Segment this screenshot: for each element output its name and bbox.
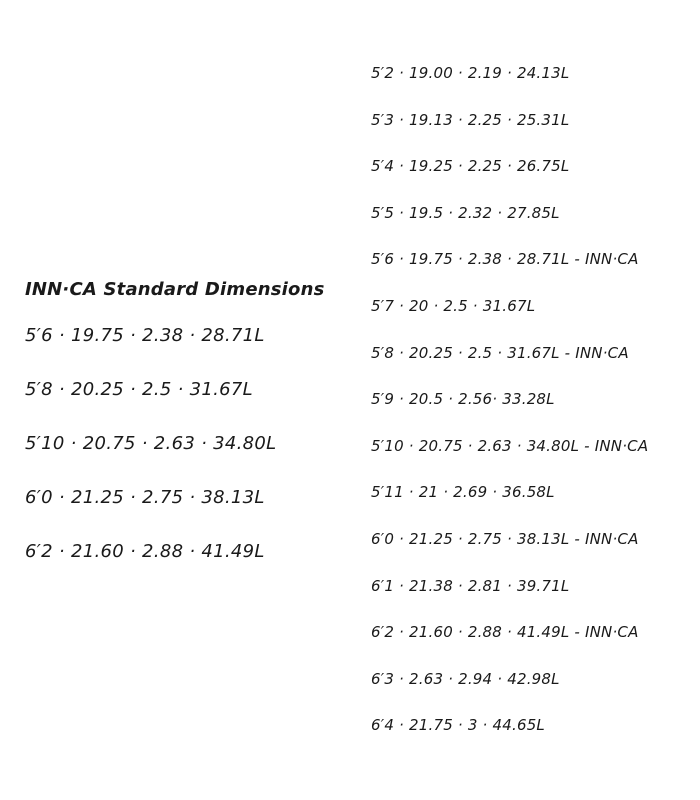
dimension-row: 6′1 · 21.38 · 2.81 · 39.71L [371, 576, 570, 595]
dimension-row: 5′10 · 20.75 · 2.63 · 34.80L - INN·CA [371, 436, 649, 455]
dimension-row: 6′2 · 21.60 · 2.88 · 41.49L - INN·CA [371, 623, 639, 642]
dimension-row: 5′5 · 19.5 · 2.32 · 27.85L [371, 203, 560, 222]
dimension-row: 5′8 · 20.25 · 2.5 · 31.67L - INN·CA [371, 343, 629, 362]
dimension-row: 5′4 · 19.25 · 2.25 · 26.75L [371, 157, 570, 176]
dimension-row: 6′3 · 2.63 · 2.94 · 42.98L [371, 669, 560, 688]
standard-dimension-row: 5′6 · 19.75 · 2.38 · 28.71L [25, 325, 265, 346]
standard-dimension-row: 6′2 · 21.60 · 2.88 · 41.49L [25, 541, 265, 562]
dimension-row: 5′2 · 19.00 · 2.19 · 24.13L [371, 64, 570, 82]
standard-dimensions-title: INN·CA Standard Dimensions [25, 279, 325, 300]
dimension-row: 5′9 · 20.5 · 2.56· 33.28L [371, 390, 555, 409]
standard-dimension-row: 5′10 · 20.75 · 2.63 · 34.80L [25, 433, 277, 454]
dimension-row: 5′3 · 19.13 · 2.25 · 25.31L [371, 110, 570, 129]
dimension-row: 6′0 · 21.25 · 2.75 · 38.13L - INN·CA [371, 529, 639, 548]
all-dimensions-list [371, 62, 691, 761]
standard-dimension-row: 5′8 · 20.25 · 2.5 · 31.67L [25, 379, 254, 400]
dimension-row: 5′7 · 20 · 2.5 · 31.67L [371, 296, 536, 315]
standard-dimension-row: 6′0 · 21.25 · 2.75 · 38.13L [25, 487, 265, 508]
dimension-row: 6′4 · 21.75 · 3 · 44.65L [371, 716, 545, 735]
standard-dimensions-section [25, 278, 355, 594]
dimension-row: 5′6 · 19.75 · 2.38 · 28.71L - INN·CA [371, 250, 639, 269]
dimension-row: 5′11 · 21 · 2.69 · 36.58L [371, 483, 555, 502]
